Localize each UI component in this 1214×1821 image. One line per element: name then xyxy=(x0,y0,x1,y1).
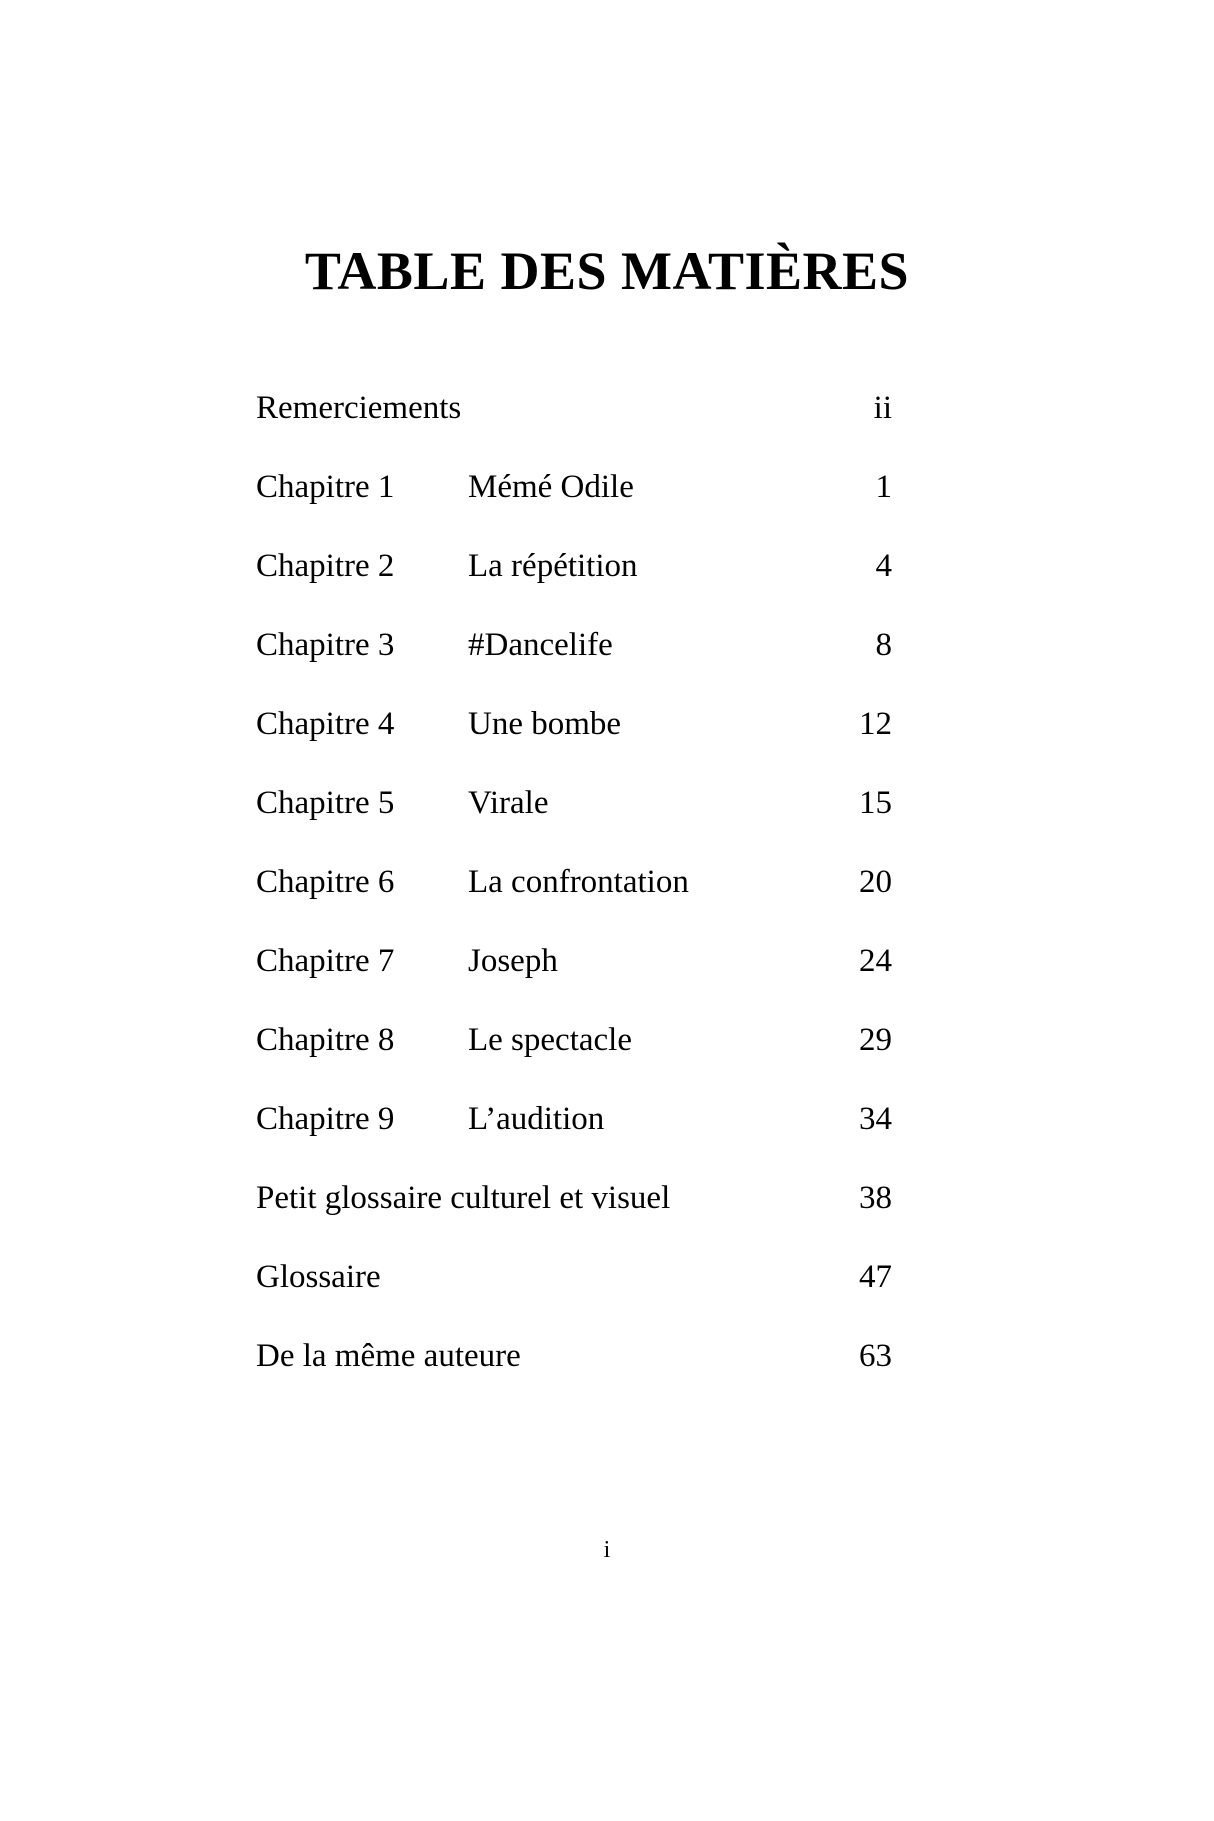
toc-entry-label: Chapitre 7 xyxy=(256,943,395,979)
toc-entry-chapter-title: #Dancelife xyxy=(468,627,613,663)
toc-row[interactable] xyxy=(256,945,892,1024)
toc-entry-label: Chapitre 1 xyxy=(256,469,395,505)
toc-entry-page-number: 34 xyxy=(859,1101,892,1137)
toc-entry-page-number: 38 xyxy=(859,1180,892,1216)
toc-entry-page-number: 1 xyxy=(875,469,892,505)
toc-entry-label: Chapitre 6 xyxy=(256,864,395,900)
toc-entry-page-number: ii xyxy=(873,390,892,426)
toc-entry-label: Glossaire xyxy=(256,1259,381,1295)
toc-entry-chapter-title: La répétition xyxy=(468,548,638,584)
toc-entry-page-number: 24 xyxy=(859,943,892,979)
toc-entry-page-number: 20 xyxy=(859,864,892,900)
toc-entry-page-number: 29 xyxy=(859,1022,892,1058)
toc-row[interactable] xyxy=(256,1024,892,1103)
toc-entry-chapter-title: La confrontation xyxy=(468,864,689,900)
toc-entry-chapter-title: Le spectacle xyxy=(468,1022,632,1058)
toc-row[interactable] xyxy=(256,866,892,945)
toc-entry-label: Chapitre 9 xyxy=(256,1101,395,1137)
toc-entry-chapter-title: Une bombe xyxy=(468,706,622,742)
toc-row[interactable] xyxy=(256,787,892,866)
toc-entry-chapter-title: Mémé Odile xyxy=(468,469,634,505)
toc-entry-label: De la même auteure xyxy=(256,1338,521,1374)
toc-row[interactable] xyxy=(256,550,892,629)
toc-entry-label: Remerciements xyxy=(256,390,462,426)
toc-entry-page-number: 4 xyxy=(875,548,892,584)
toc-row[interactable] xyxy=(256,392,892,471)
page-folio: i xyxy=(603,1537,611,1563)
toc-entry-chapter-title: Virale xyxy=(468,785,549,821)
toc-entry-label: Petit glossaire culturel et visuel xyxy=(256,1180,671,1216)
toc-entry-page-number: 47 xyxy=(859,1259,892,1295)
toc-entry-label: Chapitre 5 xyxy=(256,785,395,821)
page-title: TABLE DES MATIÈRES xyxy=(304,241,910,302)
toc-entry-chapter-title: L’audition xyxy=(468,1101,605,1137)
toc-entry-page-number: 15 xyxy=(859,785,892,821)
toc-entry-label: Chapitre 2 xyxy=(256,548,395,584)
toc-entry-label: Chapitre 4 xyxy=(256,706,395,742)
toc-row[interactable] xyxy=(256,1182,892,1261)
toc-entry-page-number: 12 xyxy=(859,706,892,742)
toc-row[interactable] xyxy=(256,1340,892,1419)
toc-entry-label: Chapitre 3 xyxy=(256,627,395,663)
toc-row[interactable] xyxy=(256,1103,892,1182)
toc-entry-chapter-title: Joseph xyxy=(468,943,558,979)
table-of-contents xyxy=(256,392,892,1419)
toc-row[interactable] xyxy=(256,1261,892,1340)
toc-entry-page-number: 8 xyxy=(875,627,892,663)
toc-row[interactable] xyxy=(256,629,892,708)
toc-row[interactable] xyxy=(256,708,892,787)
toc-row[interactable] xyxy=(256,471,892,550)
toc-entry-label: Chapitre 8 xyxy=(256,1022,395,1058)
toc-entry-page-number: 63 xyxy=(859,1338,892,1374)
